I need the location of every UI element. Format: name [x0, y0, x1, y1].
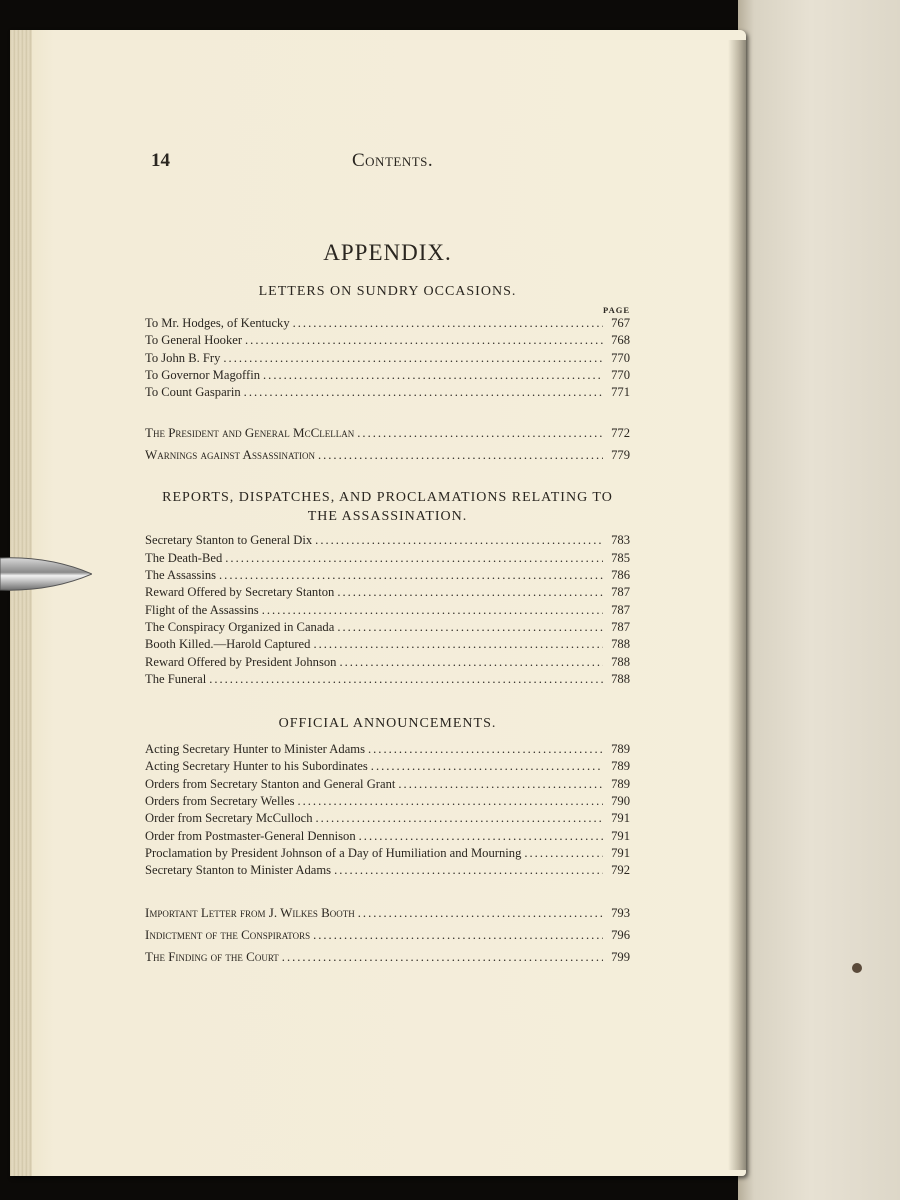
- dot-leader: [524, 845, 603, 862]
- book-gutter: [728, 40, 746, 1170]
- dot-leader: [358, 903, 603, 924]
- toc-entry-title: The Funeral: [145, 671, 207, 686]
- toc-entry: [145, 315, 630, 332]
- toc-entry-title: The Conspiracy Organized in Canada: [145, 619, 335, 634]
- toc-entry: [145, 671, 630, 688]
- toc-entry-title: Reward Offered by Secretary Stanton: [145, 585, 335, 600]
- standalone-list-2: [145, 902, 630, 968]
- running-title: Contents.: [352, 150, 434, 171]
- toc-entry-title: The President and General McClellan: [145, 425, 355, 441]
- contents-page: [145, 150, 630, 968]
- dot-leader: [263, 367, 603, 384]
- toc-entry-page: 790: [611, 794, 630, 809]
- facing-page: [738, 0, 900, 1200]
- paper-spot: [852, 963, 862, 973]
- appendix-title: APPENDIX.: [323, 240, 452, 265]
- toc-entry-title: Order from Postmaster-General Dennison: [145, 828, 356, 843]
- toc-entry-page: 787: [611, 585, 630, 600]
- toc-entry-page: 791: [611, 811, 630, 826]
- section-heading-official: OFFICIAL ANNOUNCEMENTS.: [278, 716, 497, 732]
- toc-entry: [145, 332, 630, 349]
- toc-entry: [145, 567, 630, 584]
- toc-entry-page: 770: [611, 367, 630, 382]
- toc-entry: [145, 532, 630, 549]
- dot-leader: [316, 810, 603, 827]
- section-heading-reports: [145, 488, 630, 526]
- toc-entry: [145, 602, 630, 619]
- toc-entry-page: 771: [611, 385, 630, 400]
- running-head: [145, 150, 630, 178]
- dot-leader: [359, 828, 603, 845]
- toc-entry-page: 788: [611, 637, 630, 652]
- metal-bookmark-icon: [0, 552, 92, 596]
- page-edges: [10, 30, 32, 1176]
- dot-leader: [318, 445, 603, 466]
- toc-entry-title: To John B. Fry: [145, 350, 221, 365]
- toc-entry: [145, 584, 630, 601]
- toc-entry-title: Acting Secretary Hunter to his Subordinates: [145, 759, 368, 774]
- toc-entry-page: 786: [611, 568, 630, 583]
- toc-entry-page: 799: [611, 949, 630, 964]
- toc-entry-title: To Mr. Hodges, of Kentucky: [145, 316, 290, 330]
- page-column-label: PAGE: [603, 305, 630, 315]
- dot-leader: [337, 584, 603, 601]
- dot-leader: [334, 862, 603, 879]
- toc-entry-page: 783: [611, 533, 630, 548]
- dot-leader: [313, 636, 603, 653]
- toc-entry-page: 772: [611, 426, 630, 441]
- toc-entry-title: Indictment of the Conspirators: [145, 926, 311, 942]
- toc-entry: [145, 845, 630, 862]
- toc-entry-title: Flight of the Assassins: [145, 602, 259, 617]
- toc-entry-page: 793: [611, 905, 630, 920]
- toc-entry-title: To Governor Magoffin: [145, 367, 261, 382]
- toc-entry-page: 791: [611, 828, 630, 843]
- toc-entry-title: To Count Gasparin: [145, 385, 241, 400]
- toc-entry: [145, 636, 630, 653]
- reports-heading-line2: THE ASSASSINATION.: [307, 509, 468, 525]
- toc-entry-title: Reward Offered by President Johnson: [145, 654, 337, 669]
- toc-entry: [145, 384, 630, 401]
- toc-entry-page: 789: [611, 742, 630, 757]
- toc-entry: [145, 793, 630, 810]
- toc-entry-title: To General Hooker: [145, 333, 243, 348]
- toc-entry: [145, 654, 630, 671]
- toc-entry-title: The Finding of the Court: [145, 948, 279, 964]
- dot-leader: [398, 776, 603, 793]
- toc-entry-page: 767: [611, 316, 630, 330]
- toc-entry: [145, 946, 630, 968]
- toc-entry-title: Order from Secretary McCulloch: [145, 811, 313, 826]
- dot-leader: [297, 793, 603, 810]
- toc-entry-title: Booth Killed.—Harold Captured: [145, 637, 311, 652]
- toc-entry: [145, 367, 630, 384]
- toc-entry: [145, 776, 630, 793]
- toc-entry-page: 788: [611, 671, 630, 686]
- toc-entry-page: 787: [611, 602, 630, 617]
- toc-entry: [145, 741, 630, 758]
- toc-entry-title: Proclamation by President Johnson of a Day of Humiliation and Mourning: [145, 845, 522, 860]
- toc-entry-page: 788: [611, 654, 630, 669]
- toc-entry-page: 779: [611, 448, 630, 463]
- toc-entry-page: 768: [611, 333, 630, 348]
- toc-entry-title: Orders from Secretary Welles: [145, 794, 295, 809]
- toc-entry-page: 785: [611, 550, 630, 565]
- dot-leader: [337, 619, 603, 636]
- toc-entry: [145, 422, 630, 444]
- toc-entry: [145, 444, 630, 466]
- toc-entry-title: Warnings against Assassination: [145, 447, 315, 463]
- toc-entry: [145, 758, 630, 775]
- toc-entry-page: 792: [611, 863, 630, 878]
- toc-entry-title: Important Letter from J. Wilkes Booth: [145, 904, 355, 920]
- dot-leader: [244, 384, 603, 401]
- dot-leader: [223, 350, 603, 367]
- dot-leader: [368, 741, 603, 758]
- toc-entry-title: The Death-Bed: [145, 550, 223, 565]
- section-heading-letters: LETTERS ON SUNDRY OCCASIONS.: [258, 284, 517, 299]
- toc-entry-page: 791: [611, 845, 630, 860]
- toc-entry: [145, 828, 630, 845]
- toc-entry-title: Acting Secretary Hunter to Minister Adams: [145, 742, 365, 757]
- toc-entry: [145, 550, 630, 567]
- dot-leader: [293, 315, 603, 332]
- toc-entry: [145, 619, 630, 636]
- toc-entry: [145, 862, 630, 879]
- toc-entry: [145, 924, 630, 946]
- dot-leader: [371, 758, 603, 775]
- letters-list: [145, 315, 630, 401]
- toc-entry-page: 789: [611, 776, 630, 791]
- dot-leader: [209, 671, 603, 688]
- toc-entry-title: The Assassins: [145, 568, 217, 583]
- toc-entry-title: Orders from Secretary Stanton and General Grant: [145, 776, 396, 791]
- toc-entry-page: 789: [611, 759, 630, 774]
- dot-leader: [313, 925, 603, 946]
- toc-entry-title: Secretary Stanton to Minister Adams: [145, 863, 332, 878]
- dot-leader: [315, 532, 603, 549]
- dot-leader: [339, 654, 603, 671]
- dot-leader: [225, 550, 603, 567]
- dot-leader: [262, 602, 603, 619]
- toc-entry-page: 770: [611, 350, 630, 365]
- official-list: [145, 741, 630, 879]
- toc-entry: [145, 810, 630, 827]
- reports-list: [145, 532, 630, 688]
- dot-leader: [282, 947, 603, 968]
- reports-heading-line1: REPORTS, DISPATCHES, AND PROCLAMATIONS RELATING TO: [162, 490, 613, 506]
- toc-entry: [145, 902, 630, 924]
- toc-entry-page: 787: [611, 619, 630, 634]
- dot-leader: [245, 332, 603, 349]
- standalone-list-1: [145, 422, 630, 466]
- dot-leader: [357, 423, 603, 444]
- toc-entry: [145, 350, 630, 367]
- toc-entry-title: Secretary Stanton to General Dix: [145, 533, 313, 548]
- page-number: 14: [151, 150, 170, 171]
- dot-leader: [219, 567, 603, 584]
- toc-entry-page: 796: [611, 927, 630, 942]
